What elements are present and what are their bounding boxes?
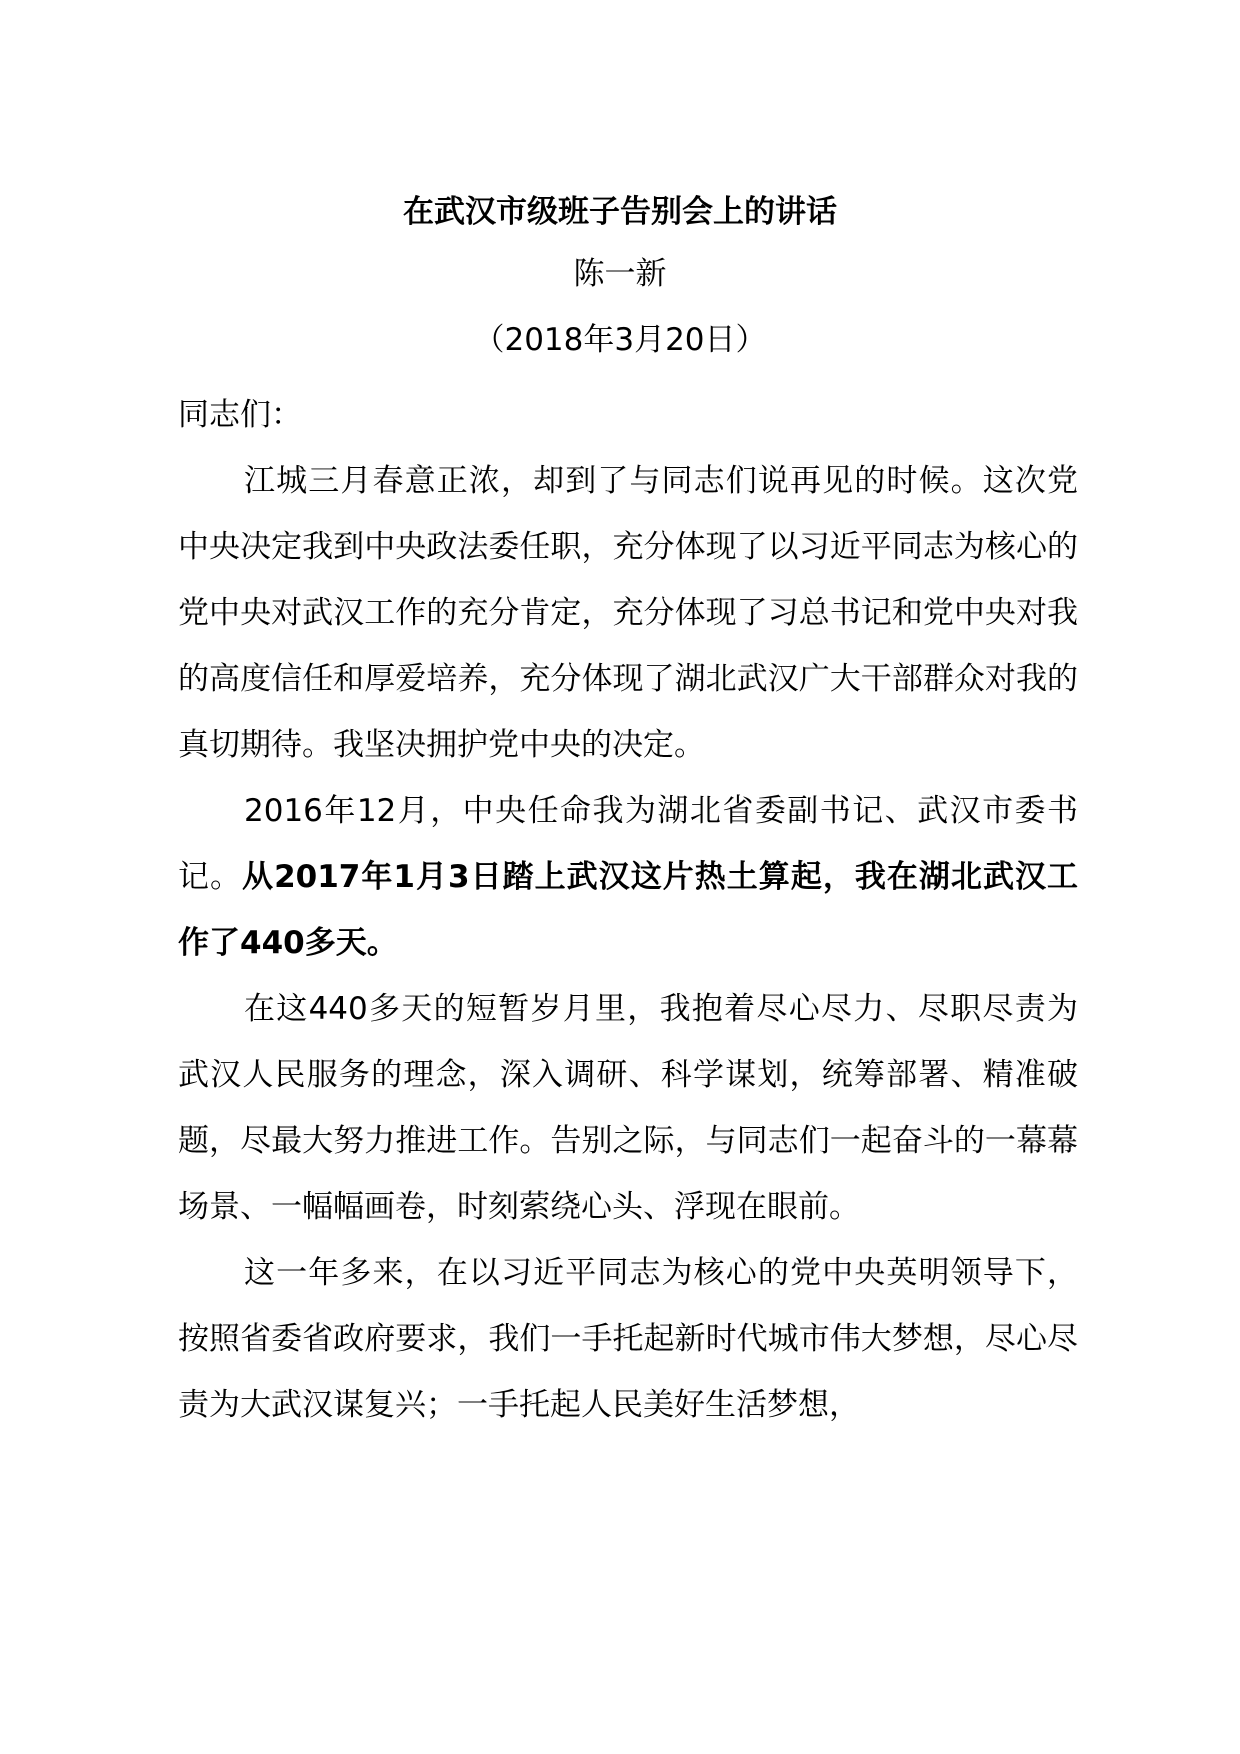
- document-title: 在武汉市级班子告别会上的讲话: [403, 194, 837, 230]
- paragraph-3: 在这440多天的短暂岁月里，我抱着尽心尽力、尽职尽责为武汉人民服务的理念，深入调研、科学谋划，统筹部署、精准破题，尽最大努力推进工作。告别之际，与同志们一起奋斗的一幕幕场景、一幅幅画卷，时刻萦绕心头、浮现在眼前。: [178, 991, 1078, 1225]
- paragraph-2-bold-text: 从2017年1月3日踏上武汉这片热土算起，我在湖北武汉工作了440多天。: [178, 859, 1078, 961]
- author-name: 陈一新: [573, 256, 667, 292]
- document-body: [178, 382, 1078, 1438]
- salutation: 同志们：: [178, 397, 302, 433]
- paragraph-4: 这一年多来，在以习近平同志为核心的党中央英明领导下，按照省委省政府要求，我们一手托起新时代城市伟大梦想，尽心尽责为大武汉谋复兴；一手托起人民美好生活梦想，: [178, 1255, 1078, 1423]
- speech-date: （2018年3月20日）: [473, 322, 767, 358]
- paragraph-1: 江城三月春意正浓，却到了与同志们说再见的时候。这次党中央决定我到中央政法委任职，充分体现了以习近平同志为核心的党中央对武汉工作的充分肯定，充分体现了习总书记和党中央对我的高度信任和厚爱培养，充分体现了湖北武汉广大干部群众对我的真切期待。我坚决拥护党中央的决定。: [178, 463, 1078, 763]
- paragraph-2: [178, 778, 1078, 976]
- paragraph-2-text: 2016年12月，中央任命我为湖北省委副书记、武汉市委书记。: [178, 793, 1078, 895]
